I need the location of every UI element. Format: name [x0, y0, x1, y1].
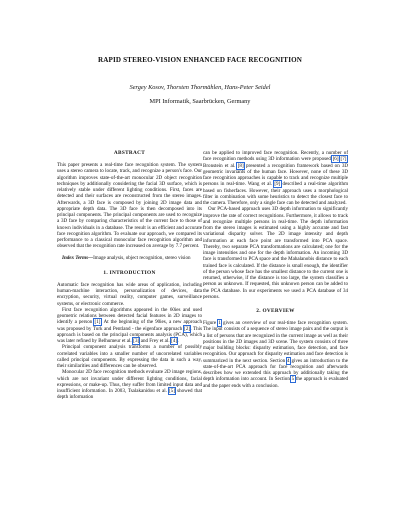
overview-paragraph [203, 320, 348, 389]
overview-text-b: gives an overview of our real-time face recognition system. The input consists of a sequence of stereo image pairs and the output is a list of persons that are recognized in the current image as well as their positions in the 2D images and 3D scene. The system consists of three major building blocks: disparity estimation, face detection, and face recognition. Our approach for disparity estimation and face detection is summarized in the next section. Section [203, 320, 348, 364]
left-column [57, 150, 202, 401]
section-link-5[interactable]: 5 [291, 376, 295, 383]
citation-link-2[interactable]: [2] [184, 325, 191, 332]
index-terms-label: Index Terms— [62, 254, 94, 261]
intro-paragraph-4 [57, 369, 202, 400]
abstract-heading: ABSTRACT [113, 150, 146, 156]
author-list: Sergey Kosov, Thorsten Thormählen, Hans-Peter Seidel [129, 84, 271, 91]
citation-link-6[interactable]: [6] [332, 156, 339, 163]
overview-heading: 2. OVERVIEW [256, 308, 295, 314]
citation-link-7[interactable]: [7] [340, 156, 347, 163]
abstract-text: This paper presents a real-time face recognition system. The system uses a stereo camera to locate, track, and recognize a person's face. Our algorithm improves state-of-the-art monocular 2D object recognition techniques by additionally considering the facial 3D surface, which is relatively stable under different lighting conditions. First, faces are detected and their surfaces are reconstructed from the stereo images. Afterwards, a 3D face is composed by joining 2D image data and appropriate depth data. The 3D face is then decomposed into its principal components. The principal components are used to recognize a 3D face by comparing characteristics of the current face to those of known individuals in a database. The result is an efficient and accurate face recognition algorithm. To evaluate our approach, we compared its performance to a classical monocular face recognition algorithm and observed that the recognition rate increased on average by 7.7 percent. [57, 162, 202, 250]
right-p1-text-b: . Bronstein et al. [203, 156, 348, 169]
introduction-heading: 1. INTRODUCTION [103, 269, 156, 276]
overview-text-a: Figure [203, 320, 219, 326]
paper-title: RAPID STEREO-VISION ENHANCED FACE RECOGNITION [97, 56, 303, 64]
intro-p2-text-b: . At the beginning of the 90ies, a new approach was proposed by Turk and Pentland - the eigenface approach [57, 319, 202, 332]
intro-p2-text-a: First face recognition algorithms appeared in the 60ies and used geometric relations between detected facial features in 2D images to identify a person [57, 306, 202, 326]
intro-p2-text-c: . This approach is based on the principal components analysis (PCA), which was later refined by Belhumeur et al. [57, 325, 202, 344]
figure-link-1[interactable]: 1 [218, 320, 221, 326]
intro-p2-text-d: and Frey et al. [139, 338, 171, 344]
right-paragraph-1 [203, 150, 348, 206]
citation-link-9[interactable]: [9] [274, 181, 281, 188]
intro-p4-text-a: Monocular 2D face recognition methods evaluate 2D image regions, which are not invariant under different lighting conditions, facial expressions, or make-up. Thus, they suffer from limited input data and insufficient information. In 2003, Tsalakanidou et al. [57, 369, 202, 394]
right-column [203, 150, 348, 389]
citation-link-1[interactable]: [1] [94, 319, 101, 326]
affiliation: MPI Informatik, Saarbrücken, Germany [149, 98, 251, 105]
citation-link-5[interactable]: [5] [169, 388, 175, 394]
section-link-4[interactable]: 4 [287, 357, 290, 364]
citation-link-8[interactable]: [8] [237, 162, 244, 169]
right-paragraph-2: Our PCA-based approach uses 3D depth information to significantly improve the rate of correct recognitions. Furthermore, it allows to track and recognize multiple persons in real-time. The depth information from the stereo images is estimated using a highly accurate and fast variational disparity solver. The 2D image intensity and depth information at each face point are transformed into PCA space. Thereby, two separate PCA transformations are calculated; one for the image intensities and one for the depth information. An incoming 3D face is transformed to PCA space and the Mahalanobis distance to each trained face is calculated. If the distance is small enough, the identifier of the person whose face has the smallest distance to the current one is returned, otherwise, if the distance is too large, the system classifies a person as unknown. If requested, this unknown person can be added to the PCA database. In our experiments we used a PCA database of 34 persons. [203, 206, 348, 300]
citation-link-3[interactable]: [3] [133, 338, 140, 344]
intro-paragraph-3: Principal component analysis transforms a number of possibly correlated variables into a smaller number of uncorrelated variables called principal components. By expressing the data in such a way, their similarities and differences can be observed. [57, 344, 202, 369]
right-p1-text-a: can be applied to improved face recognition. Recently, a number of face recognition methods using 3D information were proposed [203, 150, 348, 163]
right-p1-text-d: described a real-time algorithm based on fisherfaces. However, their approach uses a morphological filter in combination with some heuristics to detect the closest face to the camera. Therefore, only a single face can be detected and analyzed. [203, 181, 348, 206]
citation-link-4[interactable]: [4] [171, 338, 178, 344]
intro-p4-text-b: showed that depth information [57, 388, 202, 401]
overview-text-c: gives an introduction to the state-of-the-art PCA approach for face recognition and afterwards describes how we extended this approach by additionally taking the depth information into account. In Section [203, 357, 348, 383]
intro-p2-text-e: . [177, 338, 179, 344]
overview-text-d: the approach is evaluated and the paper ends with a conclusion. [203, 376, 348, 389]
index-terms-text: Image analysis, object recognition, stereo vision [93, 254, 191, 261]
right-p1-text-c: presented a recognition framework based on 3D geometric invariants of the human face. However, none of these 3D face recognition approaches is capable to track and recognize multiple persons in real-time. Wang et al. [203, 162, 348, 188]
intro-paragraph-1: Automatic face recognition has wide areas of application, including human-machine interaction, personalization of devices, data encryption, security, virtual reality, computer games, surveillance systems, or electronic commerce. [57, 281, 202, 307]
index-terms [57, 255, 202, 261]
intro-paragraph-2 [57, 307, 202, 345]
